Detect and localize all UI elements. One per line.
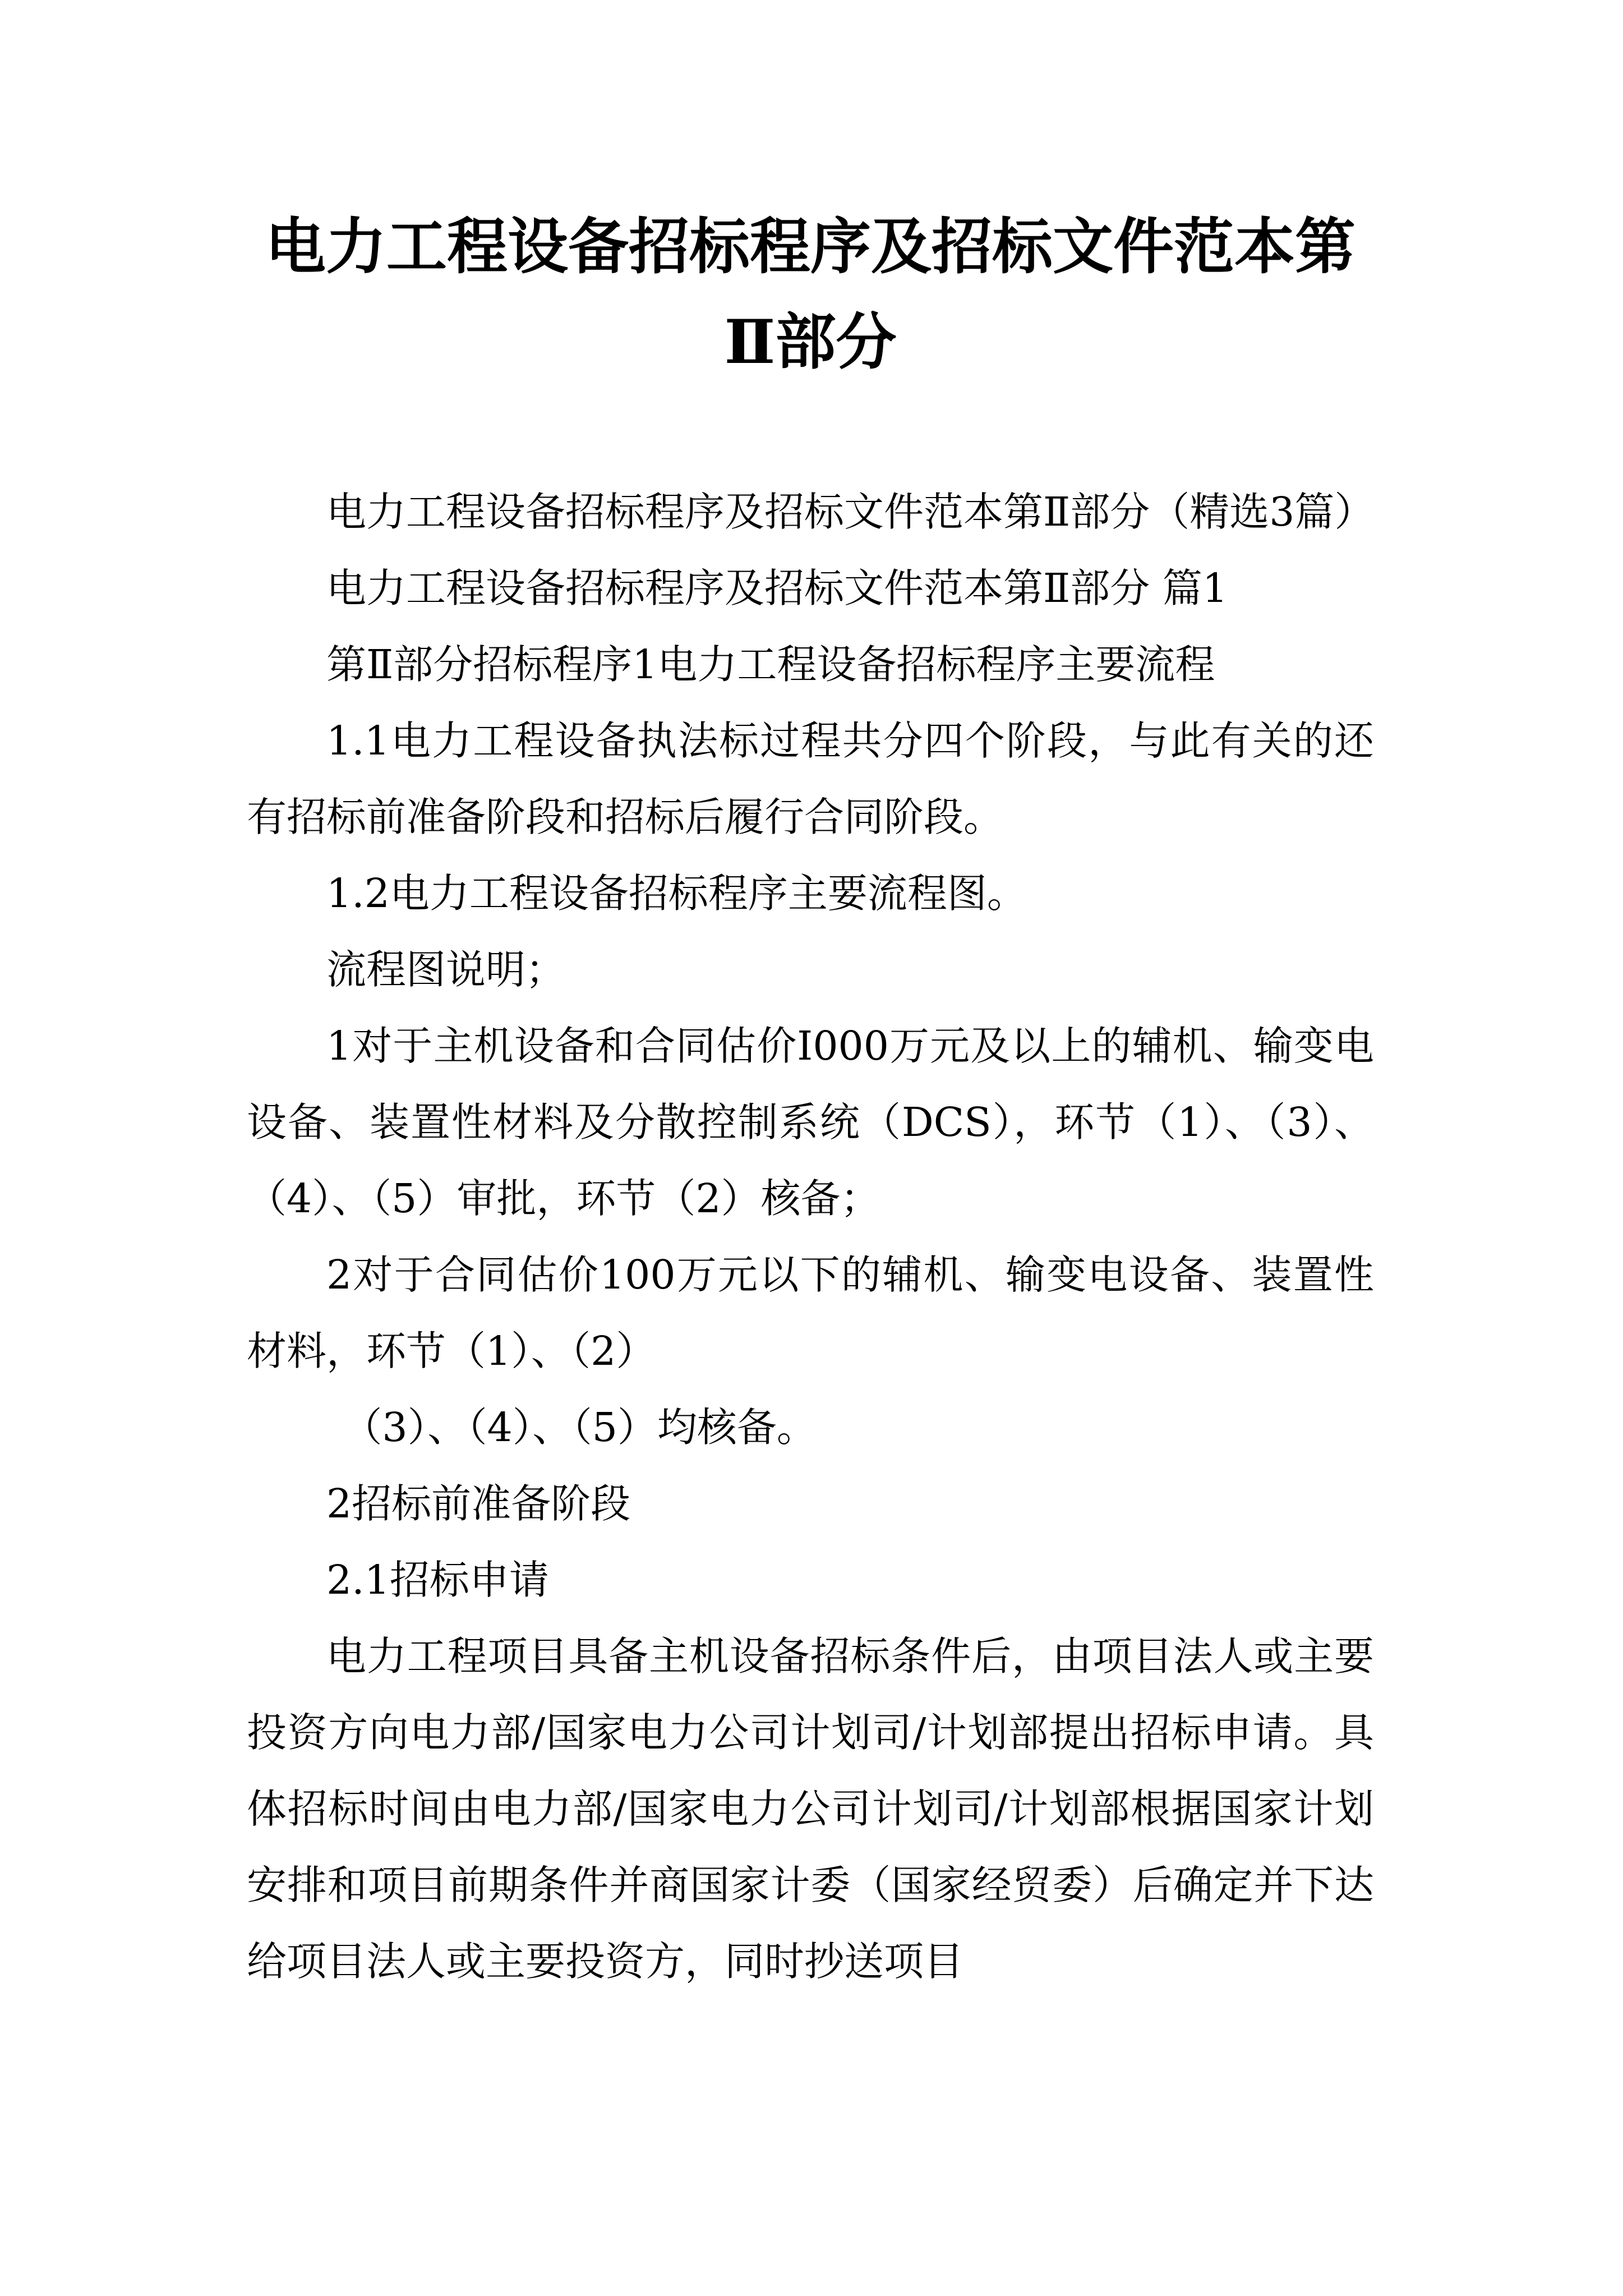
paragraph-article-heading: 电力工程设备招标程序及招标文件范本第Ⅱ部分 篇1 <box>326 565 1228 611</box>
paragraph-section-2-heading: 2招标前准备阶段 <box>326 1480 631 1527</box>
paragraph-1-1: 1.1电力工程设备执法标过程共分四个阶段，与此有关的还有招标前准备阶段和招标后履行合同阶段。 <box>247 717 1374 840</box>
paragraph-1-2: 1.2电力工程设备招标程序主要流程图。 <box>326 870 1027 917</box>
paragraph-section-heading: 第Ⅱ部分招标程序1电力工程设备招标程序主要流程 <box>326 641 1215 688</box>
paragraph-2-1-body: 电力工程项目具备主机设备招标条件后，由项目法人或主要投资方向电力部/国家电力公司计划司/计划部提出招标申请。具体招标时间由电力部/国家电力公司计划司/计划部根据国家计划安排和项目前期条件并商国家计委（国家经贸委）后确定并下达给项目法人或主要投资方，同时抄送项目 <box>247 1633 1374 1985</box>
paragraph-collection-heading: 电力工程设备招标程序及招标文件范本第Ⅱ部分（精选3篇） <box>326 489 1375 535</box>
paragraph-note-2: 2对于合同估价100万元以下的辅机、输变电设备、装置性材料，环节（1）、（2） <box>247 1251 1374 1374</box>
paragraph-note-1: 1对于主机设备和合同估价I000万元及以上的辅机、输变电设备、装置性材料及分散控制系统（DCS），环节（1）、（3）、（4）、（5）审批，环节（2）核备； <box>247 1023 1374 1222</box>
paragraph-note-2-continued: （3）、（4）、（5）均核备。 <box>342 1404 817 1451</box>
document-body <box>247 474 1374 2000</box>
paragraph-2-1-heading: 2.1招标申请 <box>326 1557 549 1603</box>
paragraph-flowchart-notes: 流程图说明； <box>326 946 566 993</box>
title-line-2: Ⅱ部分 <box>724 307 897 378</box>
document-title <box>247 199 1374 390</box>
title-line-1: 电力工程设备招标程序及招标文件范本第 <box>265 211 1355 282</box>
